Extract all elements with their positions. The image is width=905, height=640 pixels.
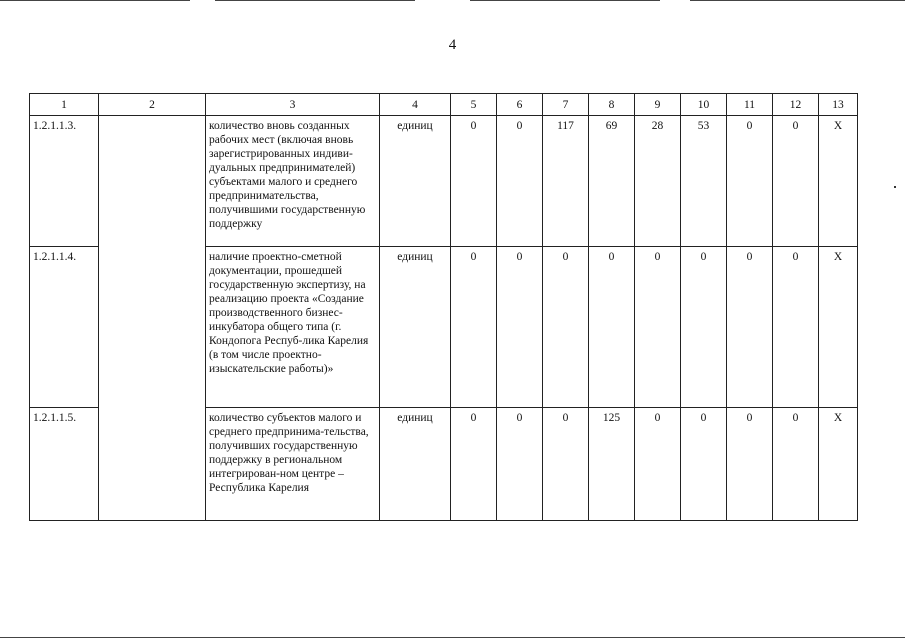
- header-cell: 12: [773, 94, 819, 116]
- header-cell: 10: [681, 94, 727, 116]
- row-value: 0: [451, 408, 497, 521]
- row-value: 0: [635, 247, 681, 408]
- row-value: 69: [589, 116, 635, 247]
- row-description: наличие проектно-сметной документации, прошедшей государственную экспертизу, на реализацию проекта «Создание производственного бизнес-инкубатора общего типа (г. Кондопога Респуб-лика Карелия (в том числе проектно-изыскательские работы)»: [206, 247, 380, 408]
- row-value: 0: [543, 247, 589, 408]
- table-row: [30, 116, 858, 247]
- row-value: 0: [681, 408, 727, 521]
- indicators-table: [29, 93, 858, 521]
- row-unit: единиц: [380, 408, 451, 521]
- header-cell: 13: [819, 94, 858, 116]
- row-value: 53: [681, 116, 727, 247]
- header-cell: 2: [99, 94, 206, 116]
- top-edge-line: [690, 0, 905, 1]
- row-unit: единиц: [380, 116, 451, 247]
- row-value: 0: [451, 116, 497, 247]
- row-value: 0: [497, 116, 543, 247]
- table-header-row: [30, 94, 858, 116]
- row-value: 0: [497, 408, 543, 521]
- row-code: 1.2.1.1.5.: [30, 408, 99, 521]
- row-value: X: [819, 408, 858, 521]
- row-value: 0: [681, 247, 727, 408]
- row-value: 0: [543, 408, 589, 521]
- scan-speck: [894, 186, 896, 188]
- row-value: X: [819, 247, 858, 408]
- header-cell: 1: [30, 94, 99, 116]
- row-value: 0: [635, 408, 681, 521]
- row-value: 0: [727, 116, 773, 247]
- row-code: 1.2.1.1.4.: [30, 247, 99, 408]
- page-number: 4: [448, 37, 457, 53]
- row-value: 0: [727, 247, 773, 408]
- header-cell: 5: [451, 94, 497, 116]
- row-value: 28: [635, 116, 681, 247]
- group-cell: [99, 116, 206, 521]
- row-value: 0: [727, 408, 773, 521]
- bottom-edge-line: [0, 637, 905, 638]
- row-value: 0: [497, 247, 543, 408]
- row-value: 0: [773, 116, 819, 247]
- header-cell: 9: [635, 94, 681, 116]
- row-value: 0: [773, 247, 819, 408]
- row-value: 117: [543, 116, 589, 247]
- row-value: 125: [589, 408, 635, 521]
- header-cell: 3: [206, 94, 380, 116]
- top-edge-line: [0, 0, 190, 1]
- row-value: 0: [451, 247, 497, 408]
- row-value: X: [819, 116, 858, 247]
- header-cell: 11: [727, 94, 773, 116]
- row-value: 0: [773, 408, 819, 521]
- row-description: количество вновь созданных рабочих мест (включая вновь зарегистрированных индиви-дуальных предпринимателей) субъектами малого и среднего предпринимательства, получившими государственную поддержку: [206, 116, 380, 247]
- header-cell: 7: [543, 94, 589, 116]
- header-cell: 6: [497, 94, 543, 116]
- row-code: 1.2.1.1.3.: [30, 116, 99, 247]
- header-cell: 4: [380, 94, 451, 116]
- top-edge-line: [470, 0, 660, 1]
- row-description: количество субъектов малого и среднего предпринима-тельства, получивших государственную поддержку в региональном интегрирован-ном центре – Республика Карелия: [206, 408, 380, 521]
- row-unit: единиц: [380, 247, 451, 408]
- top-edge-line: [215, 0, 415, 1]
- header-cell: 8: [589, 94, 635, 116]
- row-value: 0: [589, 247, 635, 408]
